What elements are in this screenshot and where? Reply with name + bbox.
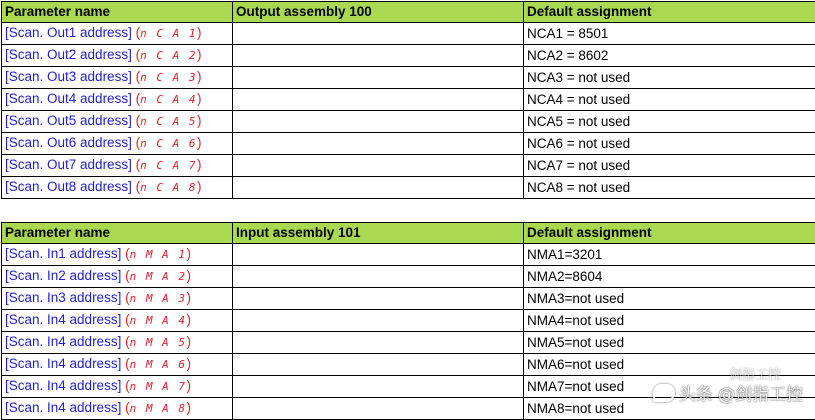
default-assignment-cell: NCA2 = 8602: [524, 45, 815, 67]
table-row: [2, 67, 815, 89]
table-row: [2, 177, 815, 199]
parameter-name-cell: [2, 354, 233, 376]
code-open-paren: (: [136, 47, 141, 62]
parameter-name-cell: [2, 332, 233, 354]
assembly-cell: [233, 155, 524, 177]
code-close-paren: ): [197, 91, 202, 106]
parameter-name: [Scan. Out2 address]: [5, 47, 132, 62]
code-open-paren: (: [125, 356, 130, 371]
parameter-name: [Scan. In4 address]: [5, 334, 121, 349]
header-parameter-name: Parameter name: [2, 2, 233, 23]
assembly-cell: [233, 354, 524, 376]
header-output-assembly: Output assembly 100: [233, 2, 524, 23]
table-header-row: [2, 223, 815, 244]
table-row: [2, 155, 815, 177]
header-input-assembly: Input assembly 101: [233, 223, 524, 244]
table-row: [2, 310, 815, 332]
parameter-name-cell: [2, 288, 233, 310]
parameter-name-cell: [2, 67, 233, 89]
assembly-cell: [233, 244, 524, 266]
parameter-name-cell: [2, 310, 233, 332]
parameter-name: [Scan. Out5 address]: [5, 113, 132, 128]
parameter-name-cell: [2, 45, 233, 67]
parameter-name-cell: [2, 266, 233, 288]
parameter-code: n M A 2: [130, 270, 187, 283]
default-assignment-cell: NCA3 = not used: [524, 67, 815, 89]
code-close-paren: ): [197, 25, 202, 40]
default-assignment-cell: NCA1 = 8501: [524, 23, 815, 45]
parameter-name: [Scan. Out4 address]: [5, 91, 132, 106]
parameter-name: [Scan. Out8 address]: [5, 179, 132, 194]
parameter-name: [Scan. In1 address]: [5, 246, 121, 261]
assembly-cell: [233, 45, 524, 67]
output-assembly-table: [1, 1, 815, 199]
parameter-code: n C A 4: [140, 93, 197, 106]
parameter-name: [Scan. Out6 address]: [5, 135, 132, 150]
parameter-name-cell: [2, 89, 233, 111]
code-close-paren: ): [186, 400, 191, 415]
watermark-text: 头条 @剑指工控: [679, 380, 803, 405]
code-open-paren: (: [125, 246, 130, 261]
table-row: [2, 244, 815, 266]
parameter-name: [Scan. In4 address]: [5, 378, 121, 393]
parameter-code: n M A 1: [130, 248, 187, 261]
parameter-code: n C A 7: [140, 159, 197, 172]
parameter-code: n C A 5: [140, 115, 197, 128]
parameter-code: n M A 8: [130, 402, 187, 415]
parameter-name: [Scan. In4 address]: [5, 356, 121, 371]
parameter-code: n M A 4: [130, 314, 187, 327]
code-close-paren: ): [186, 356, 191, 371]
parameter-name-cell: [2, 177, 233, 199]
default-assignment-cell: NMA7=not used: [524, 376, 815, 398]
code-open-paren: (: [125, 268, 130, 283]
parameter-code: n C A 2: [140, 49, 197, 62]
code-open-paren: (: [136, 179, 141, 194]
table-row: [2, 111, 815, 133]
default-assignment-cell: NCA6 = not used: [524, 133, 815, 155]
assembly-cell: [233, 310, 524, 332]
header-default-assignment: Default assignment: [524, 2, 815, 23]
code-close-paren: ): [197, 135, 202, 150]
code-close-paren: ): [197, 157, 202, 172]
code-close-paren: ): [186, 268, 191, 283]
code-open-paren: (: [136, 91, 141, 106]
header-default-assignment: Default assignment: [524, 223, 815, 244]
default-assignment-cell: NMA8=not used: [524, 398, 815, 420]
code-open-paren: (: [136, 135, 141, 150]
table-row: [2, 288, 815, 310]
parameter-code: n C A 8: [140, 181, 197, 194]
watermark: [653, 380, 803, 405]
parameter-name-cell: [2, 111, 233, 133]
parameter-code: n M A 7: [130, 380, 187, 393]
table-row: [2, 89, 815, 111]
code-open-paren: (: [136, 157, 141, 172]
code-open-paren: (: [125, 378, 130, 393]
default-assignment-cell: NMA6=not used: [524, 354, 815, 376]
assembly-cell: [233, 288, 524, 310]
table-row: [2, 354, 815, 376]
assembly-cell: [233, 133, 524, 155]
code-open-paren: (: [125, 290, 130, 305]
assembly-cell: [233, 67, 524, 89]
parameter-name: [Scan. In4 address]: [5, 312, 121, 327]
code-close-paren: ): [197, 69, 202, 84]
code-close-paren: ): [197, 47, 202, 62]
parameter-name: [Scan. Out7 address]: [5, 157, 132, 172]
code-close-paren: ): [186, 290, 191, 305]
default-assignment-cell: NCA5 = not used: [524, 111, 815, 133]
parameter-name: [Scan. In2 address]: [5, 268, 121, 283]
parameter-name-cell: [2, 398, 233, 420]
default-assignment-cell: NMA4=not used: [524, 310, 815, 332]
default-assignment-cell: NCA7 = not used: [524, 155, 815, 177]
parameter-name-cell: [2, 376, 233, 398]
default-assignment-cell: NCA8 = not used: [524, 177, 815, 199]
parameter-name: [Scan. In4 address]: [5, 400, 121, 415]
chat-bubble-icon: [653, 384, 675, 402]
assembly-cell: [233, 376, 524, 398]
table-header-row: [2, 2, 815, 23]
code-open-paren: (: [136, 113, 141, 128]
code-open-paren: (: [125, 312, 130, 327]
default-assignment-cell: NCA4 = not used: [524, 89, 815, 111]
default-assignment-cell: NMA3=not used: [524, 288, 815, 310]
code-close-paren: ): [197, 113, 202, 128]
table-row: [2, 266, 815, 288]
parameter-code: n C A 6: [140, 137, 197, 150]
assembly-cell: [233, 23, 524, 45]
default-assignment-cell: NMA5=not used: [524, 332, 815, 354]
parameter-name: [Scan. In3 address]: [5, 290, 121, 305]
table-row: [2, 45, 815, 67]
table-row: [2, 332, 815, 354]
assembly-cell: [233, 332, 524, 354]
code-open-paren: (: [125, 334, 130, 349]
code-close-paren: ): [197, 179, 202, 194]
parameter-code: n M A 5: [130, 336, 187, 349]
default-assignment-cell: NMA2=8604: [524, 266, 815, 288]
code-open-paren: (: [136, 25, 141, 40]
code-close-paren: ): [186, 246, 191, 261]
assembly-cell: [233, 111, 524, 133]
assembly-cell: [233, 177, 524, 199]
parameter-name: [Scan. Out3 address]: [5, 69, 132, 84]
assembly-cell: [233, 398, 524, 420]
code-open-paren: (: [136, 69, 141, 84]
code-open-paren: (: [125, 400, 130, 415]
parameter-code: n M A 3: [130, 292, 187, 305]
default-assignment-cell: NMA1=3201: [524, 244, 815, 266]
code-close-paren: ): [186, 312, 191, 327]
watermark-ghost-text: 剑指工控: [729, 364, 781, 383]
code-close-paren: ): [186, 334, 191, 349]
table-row: [2, 23, 815, 45]
parameter-code: n C A 1: [140, 27, 197, 40]
header-parameter-name: Parameter name: [2, 223, 233, 244]
parameter-code: n C A 3: [140, 71, 197, 84]
parameter-name: [Scan. Out1 address]: [5, 25, 132, 40]
parameter-name-cell: [2, 133, 233, 155]
assembly-cell: [233, 89, 524, 111]
table-row: [2, 133, 815, 155]
parameter-name-cell: [2, 244, 233, 266]
parameter-name-cell: [2, 23, 233, 45]
assembly-cell: [233, 266, 524, 288]
code-close-paren: ): [186, 378, 191, 393]
parameter-code: n M A 6: [130, 358, 187, 371]
parameter-name-cell: [2, 155, 233, 177]
